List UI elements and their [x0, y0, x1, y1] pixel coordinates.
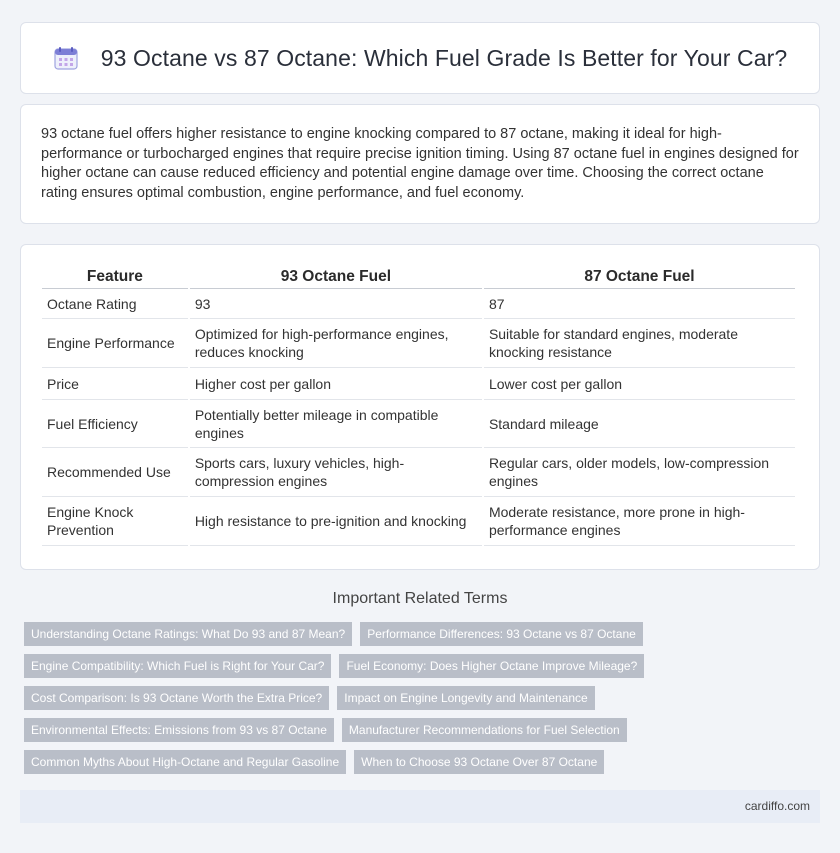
- related-term-link[interactable]: When to Choose 93 Octane Over 87 Octane: [354, 750, 604, 774]
- tag-row: [24, 750, 824, 774]
- feature-cell: Engine Performance: [42, 319, 188, 368]
- octane-93-cell: Potentially better mileage in compatible engines: [190, 400, 482, 448]
- tag-row: [24, 718, 824, 742]
- related-term-link[interactable]: Fuel Economy: Does Higher Octane Improve Mileage?: [339, 654, 644, 678]
- octane-87-cell: Regular cars, older models, low-compression engines: [484, 448, 795, 497]
- octane-87-cell: Moderate resistance, more prone in high-performance engines: [484, 497, 795, 546]
- table-header-row: [42, 265, 795, 289]
- octane-93-cell: 93: [190, 289, 482, 319]
- footer: [20, 790, 820, 823]
- column-header: 93 Octane Fuel: [190, 265, 482, 289]
- related-terms-title: Important Related Terms: [332, 590, 508, 607]
- feature-cell: Octane Rating: [42, 289, 188, 319]
- feature-cell: Price: [42, 368, 188, 400]
- table-row: [42, 497, 795, 546]
- octane-87-cell: 87: [484, 289, 795, 319]
- column-header: 87 Octane Fuel: [484, 265, 795, 289]
- related-term-link[interactable]: Manufacturer Recommendations for Fuel Selection: [342, 718, 627, 742]
- header-card: [20, 22, 820, 94]
- feature-cell: Engine Knock Prevention: [42, 497, 188, 546]
- related-term-link[interactable]: Performance Differences: 93 Octane vs 87 Octane: [360, 622, 643, 646]
- octane-93-cell: Optimized for high-performance engines, reduces knocking: [190, 319, 482, 368]
- related-term-link[interactable]: Impact on Engine Longevity and Maintenance: [337, 686, 595, 710]
- octane-93-cell: Higher cost per gallon: [190, 368, 482, 400]
- related-term-link[interactable]: Engine Compatibility: Which Fuel is Right for Your Car?: [24, 654, 331, 678]
- table-row: [42, 368, 795, 400]
- table-row: [42, 289, 795, 319]
- octane-93-cell: High resistance to pre-ignition and knocking: [190, 497, 482, 546]
- column-header: Feature: [42, 265, 188, 289]
- octane-87-cell: Lower cost per gallon: [484, 368, 795, 400]
- octane-87-cell: Suitable for standard engines, moderate knocking resistance: [484, 319, 795, 368]
- table-row: [42, 400, 795, 448]
- feature-cell: Recommended Use: [42, 448, 188, 497]
- calendar-icon: [53, 45, 79, 71]
- related-term-link[interactable]: Common Myths About High-Octane and Regular Gasoline: [24, 750, 346, 774]
- related-terms-list: [24, 622, 824, 782]
- octane-93-cell: Sports cars, luxury vehicles, high-compression engines: [190, 448, 482, 497]
- comparison-table-card: [20, 244, 820, 570]
- feature-cell: Fuel Efficiency: [42, 400, 188, 448]
- comparison-table: [40, 265, 797, 546]
- related-term-link[interactable]: Cost Comparison: Is 93 Octane Worth the Extra Price?: [24, 686, 329, 710]
- intro-text: 93 octane fuel offers higher resistance to engine knocking compared to 87 octane, making it ideal for high-performance or turbocharged engines that require precise ignition timing. Using 87 octane fuel in engines designed for higher octane can cause reduced efficiency and potential engine damage over time. Choosing the correct octane rating ensures optimal combustion, engine performance, and fuel economy.: [41, 126, 799, 201]
- octane-87-cell: Standard mileage: [484, 400, 795, 448]
- tag-row: [24, 654, 824, 678]
- table-row: [42, 319, 795, 368]
- tag-row: [24, 622, 824, 646]
- table-row: [42, 448, 795, 497]
- page-title: 93 Octane vs 87 Octane: Which Fuel Grade Is Better for Your Car?: [100, 44, 788, 71]
- footer-site-link[interactable]: cardiffo.com: [744, 799, 810, 813]
- related-term-link[interactable]: Environmental Effects: Emissions from 93 vs 87 Octane: [24, 718, 334, 742]
- tag-row: [24, 686, 824, 710]
- related-term-link[interactable]: Understanding Octane Ratings: What Do 93 and 87 Mean?: [24, 622, 352, 646]
- intro-card: [20, 104, 820, 224]
